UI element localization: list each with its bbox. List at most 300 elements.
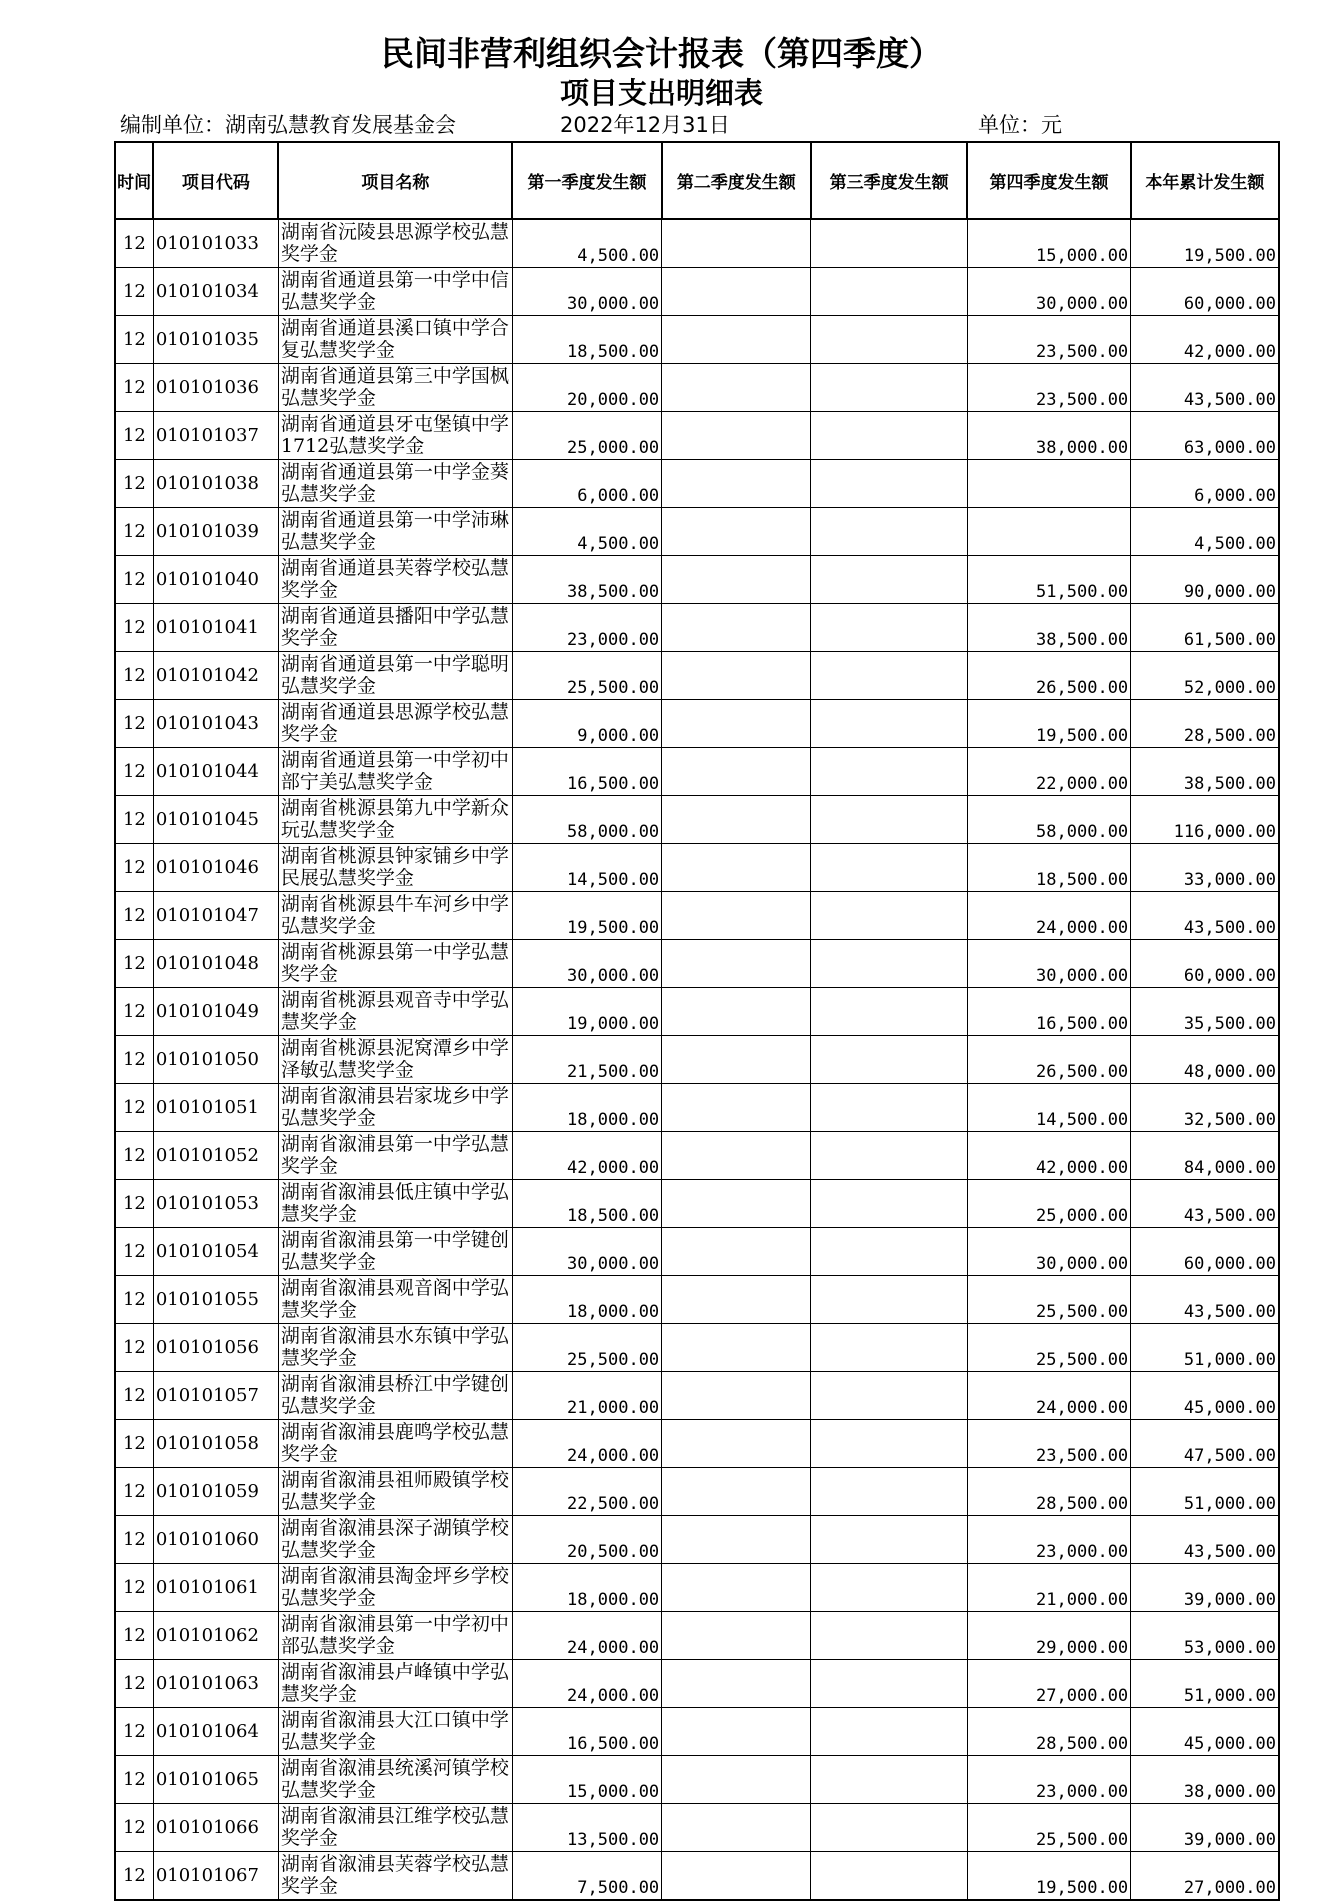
cell-q4: 15,000.00 <box>967 219 1130 268</box>
cell-month: 12 <box>115 364 153 412</box>
cell-name <box>278 1804 512 1852</box>
cell-q1: 30,000.00 <box>512 1228 661 1276</box>
cell-month: 12 <box>115 1852 153 1901</box>
table-row <box>115 316 1279 364</box>
header-code: 项目代码 <box>153 142 278 219</box>
cell-q1: 24,000.00 <box>512 1420 661 1468</box>
cell-name <box>278 1132 512 1180</box>
table-row <box>115 1228 1279 1276</box>
cell-q3 <box>811 1516 967 1564</box>
header-total: 本年累计发生额 <box>1131 142 1279 219</box>
unit-label: 单位：元 <box>978 113 1062 137</box>
cell-total: 116,000.00 <box>1131 796 1279 844</box>
cell-q4: 38,500.00 <box>967 604 1130 652</box>
table-row <box>115 1756 1279 1804</box>
cell-q3 <box>811 364 967 412</box>
cell-q2 <box>662 1372 811 1420</box>
cell-q4: 51,500.00 <box>967 556 1130 604</box>
cell-q2 <box>662 940 811 988</box>
table-row <box>115 364 1279 412</box>
org-label: 编制单位：湖南弘慧教育发展基金会 <box>120 113 456 137</box>
cell-q4: 26,500.00 <box>967 1036 1130 1084</box>
table-row <box>115 1276 1279 1324</box>
cell-q2 <box>662 988 811 1036</box>
cell-q1: 14,500.00 <box>512 844 661 892</box>
cell-q4: 30,000.00 <box>967 1228 1130 1276</box>
table-row <box>115 748 1279 796</box>
cell-q3 <box>811 1420 967 1468</box>
project-name-text: 湖南省桃源县第九中学新众玩弘慧奖学金 <box>280 797 509 841</box>
cell-total: 43,500.00 <box>1131 1516 1279 1564</box>
cell-code: 010101034 <box>153 268 278 316</box>
cell-month: 12 <box>115 1804 153 1852</box>
cell-month: 12 <box>115 268 153 316</box>
cell-q4: 23,500.00 <box>967 316 1130 364</box>
cell-month: 12 <box>115 1084 153 1132</box>
cell-name <box>278 364 512 412</box>
cell-code: 010101052 <box>153 1132 278 1180</box>
cell-month: 12 <box>115 316 153 364</box>
cell-month: 12 <box>115 1756 153 1804</box>
cell-q1: 21,500.00 <box>512 1036 661 1084</box>
cell-q3 <box>811 748 967 796</box>
table-row <box>115 219 1279 268</box>
table-row <box>115 652 1279 700</box>
cell-q1: 18,000.00 <box>512 1084 661 1132</box>
cell-total: 32,500.00 <box>1131 1084 1279 1132</box>
cell-q3 <box>811 1756 967 1804</box>
cell-q4: 25,500.00 <box>967 1276 1130 1324</box>
cell-q4: 18,500.00 <box>967 844 1130 892</box>
project-name-text: 湖南省通道县牙屯堡镇中学1712弘慧奖学金 <box>280 413 509 457</box>
cell-code: 010101047 <box>153 892 278 940</box>
cell-name <box>278 1324 512 1372</box>
cell-q3 <box>811 1804 967 1852</box>
cell-q2 <box>662 219 811 268</box>
cell-total: 38,000.00 <box>1131 1756 1279 1804</box>
expense-table <box>114 141 1280 1901</box>
project-name-text: 湖南省通道县第一中学沛琳弘慧奖学金 <box>280 509 509 553</box>
cell-q1: 42,000.00 <box>512 1132 661 1180</box>
cell-name <box>278 219 512 268</box>
cell-q1: 21,000.00 <box>512 1372 661 1420</box>
project-name-text: 湖南省溆浦县观音阁中学弘慧奖学金 <box>280 1277 509 1321</box>
table-row <box>115 1420 1279 1468</box>
cell-name <box>278 268 512 316</box>
cell-month: 12 <box>115 1708 153 1756</box>
cell-q4: 26,500.00 <box>967 652 1130 700</box>
cell-q4: 23,500.00 <box>967 1420 1130 1468</box>
cell-q4: 30,000.00 <box>967 940 1130 988</box>
cell-name <box>278 316 512 364</box>
cell-name <box>278 412 512 460</box>
project-name-text: 湖南省溆浦县水东镇中学弘慧奖学金 <box>280 1325 509 1369</box>
header-name: 项目名称 <box>278 142 512 219</box>
project-name-text: 湖南省溆浦县大江口镇中学弘慧奖学金 <box>280 1709 509 1753</box>
table-row <box>115 1516 1279 1564</box>
cell-total: 43,500.00 <box>1131 892 1279 940</box>
cell-month: 12 <box>115 1564 153 1612</box>
cell-month: 12 <box>115 1420 153 1468</box>
header-q2: 第二季度发生额 <box>662 142 811 219</box>
cell-q3 <box>811 940 967 988</box>
cell-total: 35,500.00 <box>1131 988 1279 1036</box>
project-name-text: 湖南省桃源县钟家铺乡中学民展弘慧奖学金 <box>280 845 509 889</box>
cell-total: 45,000.00 <box>1131 1708 1279 1756</box>
cell-q1: 18,500.00 <box>512 316 661 364</box>
cell-code: 010101064 <box>153 1708 278 1756</box>
project-name-text: 湖南省通道县第三中学国枫弘慧奖学金 <box>280 365 509 409</box>
cell-name <box>278 1084 512 1132</box>
table-row <box>115 1084 1279 1132</box>
table-row <box>115 268 1279 316</box>
cell-q4 <box>967 460 1130 508</box>
cell-month: 12 <box>115 1372 153 1420</box>
cell-total: 90,000.00 <box>1131 556 1279 604</box>
cell-month: 12 <box>115 700 153 748</box>
cell-total: 19,500.00 <box>1131 219 1279 268</box>
cell-q3 <box>811 604 967 652</box>
cell-q3 <box>811 1372 967 1420</box>
cell-total: 42,000.00 <box>1131 316 1279 364</box>
table-row <box>115 604 1279 652</box>
cell-q1: 23,000.00 <box>512 604 661 652</box>
cell-q1: 38,500.00 <box>512 556 661 604</box>
cell-q1: 18,500.00 <box>512 1180 661 1228</box>
cell-month: 12 <box>115 460 153 508</box>
table-row <box>115 1660 1279 1708</box>
table-row <box>115 700 1279 748</box>
cell-q3 <box>811 1276 967 1324</box>
table-row <box>115 508 1279 556</box>
cell-total: 51,000.00 <box>1131 1660 1279 1708</box>
cell-total: 43,500.00 <box>1131 1276 1279 1324</box>
cell-q3 <box>811 508 967 556</box>
cell-name <box>278 1516 512 1564</box>
cell-q3 <box>811 892 967 940</box>
cell-q1: 19,000.00 <box>512 988 661 1036</box>
cell-q2 <box>662 844 811 892</box>
cell-q1: 20,000.00 <box>512 364 661 412</box>
cell-code: 010101060 <box>153 1516 278 1564</box>
cell-code: 010101036 <box>153 364 278 412</box>
cell-name <box>278 1036 512 1084</box>
cell-total: 84,000.00 <box>1131 1132 1279 1180</box>
cell-q4: 42,000.00 <box>967 1132 1130 1180</box>
cell-q3 <box>811 1084 967 1132</box>
cell-total: 51,000.00 <box>1131 1324 1279 1372</box>
cell-q4: 25,500.00 <box>967 1324 1130 1372</box>
table-row <box>115 988 1279 1036</box>
table-row <box>115 1708 1279 1756</box>
project-name-text: 湖南省通道县溪口镇中学合复弘慧奖学金 <box>280 317 509 361</box>
cell-q3 <box>811 1852 967 1901</box>
cell-code: 010101058 <box>153 1420 278 1468</box>
cell-name <box>278 1180 512 1228</box>
cell-q2 <box>662 892 811 940</box>
cell-code: 010101057 <box>153 1372 278 1420</box>
cell-q2 <box>662 1852 811 1901</box>
cell-q1: 22,500.00 <box>512 1468 661 1516</box>
project-name-text: 湖南省溆浦县桥江中学键创弘慧奖学金 <box>280 1373 509 1417</box>
cell-q4: 23,000.00 <box>967 1516 1130 1564</box>
cell-q4: 16,500.00 <box>967 988 1130 1036</box>
cell-name <box>278 1708 512 1756</box>
cell-total: 63,000.00 <box>1131 412 1279 460</box>
cell-code: 010101051 <box>153 1084 278 1132</box>
cell-q2 <box>662 460 811 508</box>
table-row <box>115 1804 1279 1852</box>
cell-q2 <box>662 412 811 460</box>
cell-month: 12 <box>115 412 153 460</box>
cell-total: 52,000.00 <box>1131 652 1279 700</box>
cell-q2 <box>662 1084 811 1132</box>
report-date: 2022年12月31日 <box>560 113 730 137</box>
cell-code: 010101038 <box>153 460 278 508</box>
cell-q1: 30,000.00 <box>512 268 661 316</box>
cell-name <box>278 1468 512 1516</box>
project-name-text: 湖南省溆浦县江维学校弘慧奖学金 <box>280 1805 509 1849</box>
cell-q2 <box>662 268 811 316</box>
cell-q1: 30,000.00 <box>512 940 661 988</box>
project-name-text: 湖南省通道县第一中学初中部宁美弘慧奖学金 <box>280 749 509 793</box>
cell-q1: 19,500.00 <box>512 892 661 940</box>
cell-q2 <box>662 1180 811 1228</box>
cell-q1: 18,000.00 <box>512 1564 661 1612</box>
cell-q2 <box>662 604 811 652</box>
cell-q3 <box>811 412 967 460</box>
cell-month: 12 <box>115 1276 153 1324</box>
cell-code: 010101048 <box>153 940 278 988</box>
cell-q3 <box>811 1132 967 1180</box>
cell-q4: 19,500.00 <box>967 700 1130 748</box>
cell-q2 <box>662 1036 811 1084</box>
table-row <box>115 460 1279 508</box>
project-name-text: 湖南省通道县第一中学金葵弘慧奖学金 <box>280 461 509 505</box>
cell-month: 12 <box>115 652 153 700</box>
cell-q3 <box>811 1324 967 1372</box>
cell-code: 010101033 <box>153 219 278 268</box>
cell-code: 010101065 <box>153 1756 278 1804</box>
cell-q2 <box>662 1276 811 1324</box>
cell-q4: 24,000.00 <box>967 1372 1130 1420</box>
cell-name <box>278 652 512 700</box>
cell-q4: 28,500.00 <box>967 1708 1130 1756</box>
cell-code: 010101041 <box>153 604 278 652</box>
cell-q4: 27,000.00 <box>967 1660 1130 1708</box>
cell-name <box>278 748 512 796</box>
header-row <box>115 142 1279 219</box>
table-row <box>115 1852 1279 1901</box>
cell-q3 <box>811 1564 967 1612</box>
project-name-text: 湖南省溆浦县芙蓉学校弘慧奖学金 <box>280 1853 509 1897</box>
cell-q4: 28,500.00 <box>967 1468 1130 1516</box>
cell-q4: 22,000.00 <box>967 748 1130 796</box>
cell-q1: 7,500.00 <box>512 1852 661 1901</box>
cell-q2 <box>662 1228 811 1276</box>
cell-code: 010101055 <box>153 1276 278 1324</box>
cell-month: 12 <box>115 508 153 556</box>
cell-q2 <box>662 1708 811 1756</box>
cell-month: 12 <box>115 556 153 604</box>
cell-name <box>278 892 512 940</box>
cell-code: 010101043 <box>153 700 278 748</box>
cell-q1: 25,000.00 <box>512 412 661 460</box>
table-row <box>115 1324 1279 1372</box>
cell-month: 12 <box>115 1324 153 1372</box>
cell-q1: 24,000.00 <box>512 1612 661 1660</box>
cell-q4: 23,500.00 <box>967 364 1130 412</box>
cell-total: 28,500.00 <box>1131 700 1279 748</box>
cell-q2 <box>662 1516 811 1564</box>
cell-q2 <box>662 556 811 604</box>
cell-month: 12 <box>115 1228 153 1276</box>
cell-code: 010101067 <box>153 1852 278 1901</box>
cell-code: 010101056 <box>153 1324 278 1372</box>
cell-q3 <box>811 1228 967 1276</box>
cell-total: 43,500.00 <box>1131 364 1279 412</box>
cell-q3 <box>811 844 967 892</box>
cell-total: 48,000.00 <box>1131 1036 1279 1084</box>
table-row <box>115 1468 1279 1516</box>
cell-month: 12 <box>115 844 153 892</box>
cell-q1: 13,500.00 <box>512 1804 661 1852</box>
cell-month: 12 <box>115 748 153 796</box>
cell-q1: 6,000.00 <box>512 460 661 508</box>
cell-name <box>278 556 512 604</box>
cell-q4: 24,000.00 <box>967 892 1130 940</box>
cell-total: 45,000.00 <box>1131 1372 1279 1420</box>
cell-month: 12 <box>115 940 153 988</box>
cell-q3 <box>811 1660 967 1708</box>
project-name-text: 湖南省溆浦县第一中学键创弘慧奖学金 <box>280 1229 509 1273</box>
project-name-text: 湖南省溆浦县第一中学初中部弘慧奖学金 <box>280 1613 509 1657</box>
cell-q2 <box>662 700 811 748</box>
cell-total: 6,000.00 <box>1131 460 1279 508</box>
cell-q3 <box>811 316 967 364</box>
cell-q3 <box>811 988 967 1036</box>
cell-code: 010101050 <box>153 1036 278 1084</box>
cell-code: 010101039 <box>153 508 278 556</box>
cell-month: 12 <box>115 1036 153 1084</box>
cell-code: 010101062 <box>153 1612 278 1660</box>
cell-q4: 25,000.00 <box>967 1180 1130 1228</box>
cell-q2 <box>662 652 811 700</box>
cell-q4: 19,500.00 <box>967 1852 1130 1901</box>
project-name-text: 湖南省溆浦县岩家垅乡中学弘慧奖学金 <box>280 1085 509 1129</box>
project-name-text: 湖南省通道县第一中学聪明弘慧奖学金 <box>280 653 509 697</box>
cell-q1: 4,500.00 <box>512 219 661 268</box>
cell-q2 <box>662 748 811 796</box>
cell-name <box>278 460 512 508</box>
cell-q2 <box>662 1564 811 1612</box>
cell-q2 <box>662 1660 811 1708</box>
cell-name <box>278 1612 512 1660</box>
table-row <box>115 1372 1279 1420</box>
cell-name <box>278 1756 512 1804</box>
table-row <box>115 892 1279 940</box>
cell-q2 <box>662 1324 811 1372</box>
cell-total: 60,000.00 <box>1131 1228 1279 1276</box>
cell-name <box>278 508 512 556</box>
cell-name <box>278 796 512 844</box>
project-name-text: 湖南省溆浦县祖师殿镇学校弘慧奖学金 <box>280 1469 509 1513</box>
cell-total: 39,000.00 <box>1131 1804 1279 1852</box>
cell-code: 010101045 <box>153 796 278 844</box>
report-title: 民间非营利组织会计报表（第四季度） <box>381 34 942 73</box>
table-row <box>115 412 1279 460</box>
cell-code: 010101053 <box>153 1180 278 1228</box>
cell-total: 39,000.00 <box>1131 1564 1279 1612</box>
table-row <box>115 1612 1279 1660</box>
cell-name <box>278 988 512 1036</box>
cell-code: 010101046 <box>153 844 278 892</box>
cell-name <box>278 1420 512 1468</box>
project-name-text: 湖南省通道县芙蓉学校弘慧奖学金 <box>280 557 509 601</box>
cell-code: 010101042 <box>153 652 278 700</box>
project-name-text: 湖南省溆浦县淘金坪乡学校弘慧奖学金 <box>280 1565 509 1609</box>
report-subtitle: 项目支出明细表 <box>559 76 763 110</box>
cell-q3 <box>811 652 967 700</box>
cell-total: 33,000.00 <box>1131 844 1279 892</box>
cell-q1: 25,500.00 <box>512 1324 661 1372</box>
cell-total: 60,000.00 <box>1131 268 1279 316</box>
cell-name <box>278 844 512 892</box>
cell-q1: 16,500.00 <box>512 1708 661 1756</box>
header-month: 时间 <box>115 142 153 219</box>
cell-q4: 21,000.00 <box>967 1564 1130 1612</box>
project-name-text: 湖南省沅陵县思源学校弘慧奖学金 <box>280 221 509 265</box>
project-name-text: 湖南省通道县思源学校弘慧奖学金 <box>280 701 509 745</box>
table-row <box>115 1036 1279 1084</box>
cell-code: 010101061 <box>153 1564 278 1612</box>
cell-total: 38,500.00 <box>1131 748 1279 796</box>
cell-name <box>278 940 512 988</box>
cell-code: 010101054 <box>153 1228 278 1276</box>
project-name-text: 湖南省桃源县牛车河乡中学弘慧奖学金 <box>280 893 509 937</box>
cell-code: 010101035 <box>153 316 278 364</box>
table-row <box>115 1132 1279 1180</box>
cell-month: 12 <box>115 219 153 268</box>
cell-q4: 30,000.00 <box>967 268 1130 316</box>
cell-q1: 24,000.00 <box>512 1660 661 1708</box>
cell-code: 010101040 <box>153 556 278 604</box>
cell-name <box>278 1372 512 1420</box>
cell-total: 43,500.00 <box>1131 1180 1279 1228</box>
cell-q3 <box>811 1036 967 1084</box>
cell-q2 <box>662 364 811 412</box>
cell-total: 47,500.00 <box>1131 1420 1279 1468</box>
cell-name <box>278 700 512 748</box>
cell-total: 51,000.00 <box>1131 1468 1279 1516</box>
project-name-text: 湖南省溆浦县卢峰镇中学弘慧奖学金 <box>280 1661 509 1705</box>
project-name-text: 湖南省桃源县泥窝潭乡中学泽敏弘慧奖学金 <box>280 1037 509 1081</box>
cell-total: 27,000.00 <box>1131 1852 1279 1901</box>
cell-q3 <box>811 556 967 604</box>
cell-code: 010101049 <box>153 988 278 1036</box>
cell-name <box>278 1564 512 1612</box>
cell-name <box>278 1228 512 1276</box>
table-row <box>115 844 1279 892</box>
cell-q2 <box>662 1804 811 1852</box>
table-row <box>115 1564 1279 1612</box>
cell-month: 12 <box>115 1516 153 1564</box>
cell-name <box>278 1852 512 1901</box>
cell-q3 <box>811 1708 967 1756</box>
cell-month: 12 <box>115 796 153 844</box>
project-name-text: 湖南省溆浦县鹿鸣学校弘慧奖学金 <box>280 1421 509 1465</box>
cell-q3 <box>811 268 967 316</box>
